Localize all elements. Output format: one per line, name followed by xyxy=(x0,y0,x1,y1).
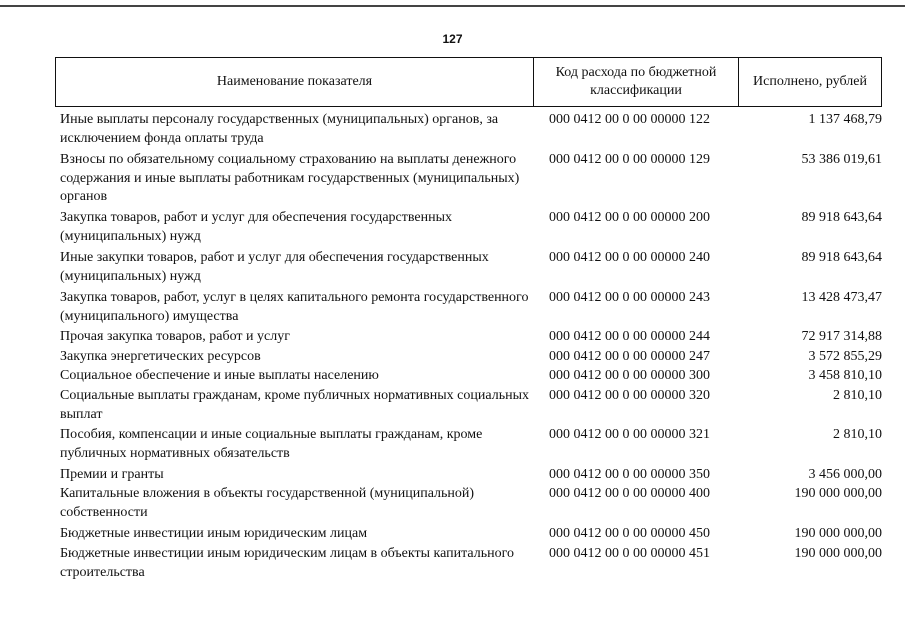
row-amount: 2 810,10 xyxy=(833,388,882,403)
row-amount: 3 456 000,00 xyxy=(808,467,882,482)
row-code: 000 0412 00 0 00 00000 450 xyxy=(549,526,710,541)
top-border-line xyxy=(0,5,905,7)
row-code: 000 0412 00 0 00 00000 400 xyxy=(549,486,710,501)
row-name: Закупка энергетических ресурсов xyxy=(60,349,261,364)
row-name: Прочая закупка товаров, работ и услуг xyxy=(60,329,290,344)
row-name: Бюджетные инвестиции иным юридическим лицам в объекты капитального строительства xyxy=(60,546,515,580)
row-amount: 3 572 855,29 xyxy=(808,349,882,364)
row-name: Бюджетные инвестиции иным юридическим лицам xyxy=(60,526,368,541)
row-name: Капитальные вложения в объекты государственной (муниципальной) собственности xyxy=(60,486,475,520)
row-name: Взносы по обязательному социальному страхованию на выплаты денежного содержания и иные выплаты работникам государственных (муниципальных) органов xyxy=(60,152,520,204)
row-code: 000 0412 00 0 00 00000 129 xyxy=(549,152,710,167)
row-amount: 53 386 019,61 xyxy=(801,152,882,167)
row-amount: 89 918 643,64 xyxy=(801,210,882,225)
row-name: Иные выплаты персоналу государственных (муниципальных) органов, за исключением фонда оплаты труда xyxy=(60,112,499,146)
row-name: Иные закупки товаров, работ и услуг для обеспечения государственных (муниципальных) нужд xyxy=(60,250,489,284)
row-name: Социальное обеспечение и иные выплаты населению xyxy=(60,368,379,383)
row-amount: 3 458 810,10 xyxy=(808,368,882,383)
row-code: 000 0412 00 0 00 00000 247 xyxy=(549,349,710,364)
row-amount: 190 000 000,00 xyxy=(794,486,882,501)
row-name: Пособия, компенсации и иные социальные выплаты гражданам, кроме публичных нормативных обязательств xyxy=(60,427,483,461)
row-code: 000 0412 00 0 00 00000 300 xyxy=(549,368,710,383)
row-name: Премии и гранты xyxy=(60,467,164,482)
header-code: Код расхода по бюджетной классификации xyxy=(533,58,738,106)
row-name: Закупка товаров, работ и услуг для обеспечения государственных (муниципальных) нужд xyxy=(60,210,453,244)
header-amount: Исполнено, рублей xyxy=(738,58,881,106)
page-number: 127 xyxy=(442,32,463,46)
row-code: 000 0412 00 0 00 00000 240 xyxy=(549,250,710,265)
row-code: 000 0412 00 0 00 00000 451 xyxy=(549,546,710,561)
row-name: Социальные выплаты гражданам, кроме публичных нормативных социальных выплат xyxy=(60,388,529,422)
row-code: 000 0412 00 0 00 00000 350 xyxy=(549,467,710,482)
row-code: 000 0412 00 0 00 00000 243 xyxy=(549,290,710,305)
row-amount: 13 428 473,47 xyxy=(801,290,882,305)
row-amount: 1 137 468,79 xyxy=(808,112,882,127)
row-amount: 2 810,10 xyxy=(833,427,882,442)
row-amount: 190 000 000,00 xyxy=(794,546,882,561)
row-code: 000 0412 00 0 00 00000 321 xyxy=(549,427,710,442)
row-code: 000 0412 00 0 00 00000 200 xyxy=(549,210,710,225)
table-header xyxy=(55,57,882,107)
row-name: Закупка товаров, работ, услуг в целях капитального ремонта государственного (муниципального) имущества xyxy=(60,290,529,324)
row-code: 000 0412 00 0 00 00000 122 xyxy=(549,112,710,127)
row-amount: 72 917 314,88 xyxy=(801,329,882,344)
row-amount: 89 918 643,64 xyxy=(801,250,882,265)
row-amount: 190 000 000,00 xyxy=(794,526,882,541)
row-code: 000 0412 00 0 00 00000 244 xyxy=(549,329,710,344)
header-name: Наименование показателя xyxy=(216,74,373,89)
row-code: 000 0412 00 0 00 00000 320 xyxy=(549,388,710,403)
